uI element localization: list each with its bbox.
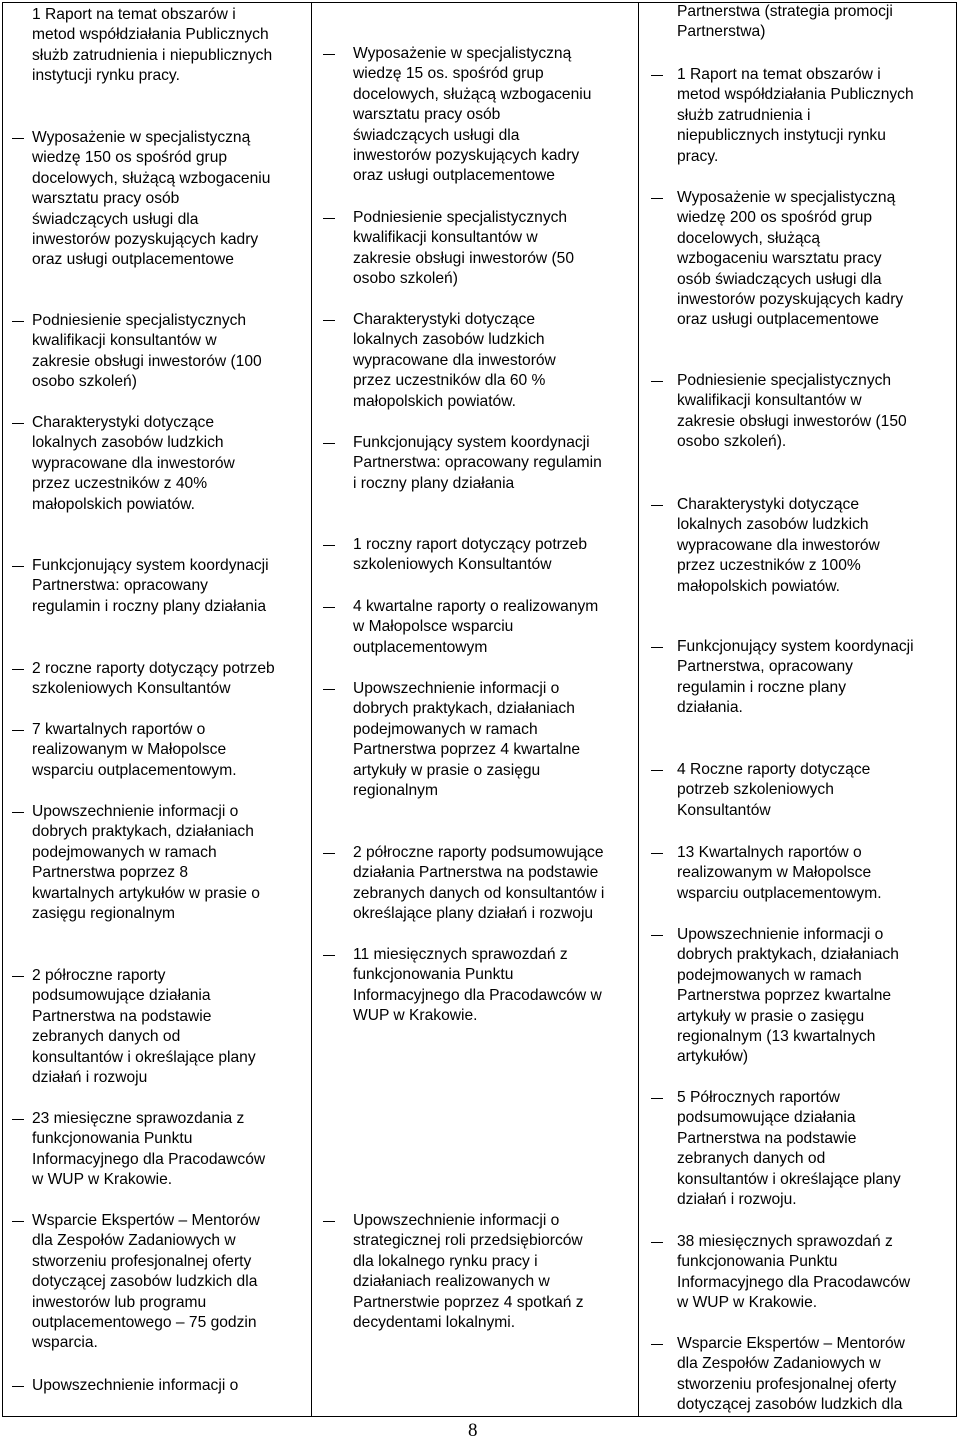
item-text-line: zebranych danych od	[32, 1028, 181, 1046]
item-text-line: instytucji rynku pracy.	[32, 67, 180, 85]
bullet-dash	[323, 853, 335, 854]
item-text-line: docelowych, służącą wzbogaceniu	[353, 85, 592, 103]
list-item	[32, 556, 269, 617]
bullet-dash	[651, 505, 663, 506]
bullet-dash	[651, 1242, 663, 1243]
bullet-dash	[651, 853, 663, 854]
item-text-line: 7 kwartalnych raportów o	[32, 721, 206, 738]
bullet-dash	[651, 381, 663, 382]
bullet-dash	[651, 1098, 663, 1099]
item-text-line: artykułów)	[677, 1048, 749, 1066]
item-text-line: świadczących usługi dla	[353, 126, 520, 144]
item-text-line: podejmowanych w ramach	[353, 720, 538, 738]
bullet-dash	[323, 545, 335, 546]
item-text-line: inwestorów lub programu	[32, 1293, 207, 1311]
item-text-line: inwestorów pozyskujących kadry	[677, 291, 904, 309]
item-text-line: Funkcjonujący system koordynacji	[353, 434, 590, 451]
item-text-line: 4 kwartalne raporty o realizowanym	[353, 598, 599, 615]
item-text-line: dla Zespołów Zadaniowych w	[677, 1355, 881, 1373]
bullet-dash	[651, 647, 663, 648]
item-text-line: Konsultantów	[677, 801, 771, 819]
item-text-line: warsztatu pracy osób	[353, 106, 501, 124]
bullet-dash	[651, 75, 663, 76]
item-text-line: inwestorów pozyskujących kadry	[32, 231, 259, 249]
item-text-line: zakresie obsługi inwestorów (100	[32, 352, 262, 370]
bullet-dash	[323, 320, 335, 321]
item-text-line: inwestorów pozyskujących kadry	[353, 147, 580, 165]
item-text-line: 23 miesięczne sprawozdania z	[32, 1110, 245, 1127]
item-text-line: metod współdziałania Publicznych	[677, 86, 914, 104]
item-text-line: Partnerstwa poprzez 8	[32, 864, 189, 882]
item-text-line: podejmowanych w ramach	[677, 966, 862, 984]
item-text-line: i roczny plany działania	[353, 474, 515, 492]
item-text-line: potrzeb szkoleniowych	[677, 781, 834, 799]
item-text-line: 1 roczny raport dotyczący potrzeb	[353, 536, 588, 553]
item-text-line: Wyposażenie w specjalistyczną	[677, 189, 896, 206]
item-text-line: kwartalnych artykułów w prasie o	[32, 884, 260, 902]
item-text-line: Partnerstwie poprzez 4 spotkań z	[353, 1293, 584, 1311]
item-text-line: 2 roczne raporty dotyczący potrzeb	[32, 660, 275, 677]
list-item	[32, 5, 272, 87]
item-text-line: Upowszechnienie informacji o	[353, 680, 560, 697]
column-divider	[638, 3, 639, 1416]
bullet-dash	[323, 689, 335, 690]
bullet-dash	[323, 1221, 335, 1222]
bullet-dash	[12, 669, 24, 670]
item-text-line: 2 półroczne raporty	[32, 967, 166, 984]
list-item	[353, 535, 587, 576]
item-text-line: wsparcia.	[32, 1334, 98, 1352]
bullet-dash	[651, 198, 663, 199]
item-text-line: stworzeniu profesjonalnej oferty	[32, 1252, 252, 1270]
item-text-line: Charakterystyki dotyczące	[32, 414, 214, 431]
item-text-line: oraz usługi outplacementowe	[677, 311, 879, 329]
item-text-line: regulamin i roczny plany działania	[32, 597, 267, 615]
item-text-line: wiedzę 150 os spośród grup	[32, 149, 228, 167]
item-text-line: stworzeniu profesjonalnej oferty	[677, 1375, 897, 1393]
list-item	[32, 966, 256, 1088]
item-text-line: przez uczestników z 100%	[677, 557, 861, 575]
item-text-line: świadczących usługi dla	[32, 210, 199, 228]
item-text-line: kwalifikacji konsultantów w	[353, 229, 538, 247]
item-text-line: artykuły w prasie o zasięgu	[353, 761, 541, 779]
item-text-line: Wyposażenie w specjalistyczną	[32, 129, 251, 146]
list-item	[32, 802, 260, 924]
list-item	[677, 760, 870, 821]
item-text-line: wsparciu outplacementowym.	[32, 761, 237, 779]
item-text-line: kwalifikacji konsultantów w	[32, 332, 217, 350]
item-text-line: artykuły w prasie o zasięgu	[677, 1007, 865, 1025]
item-text-line: zakresie obsługi inwestorów (50	[353, 249, 575, 267]
item-text-line: podejmowanych w ramach	[32, 843, 217, 861]
item-text-line: oraz usługi outplacementowe	[353, 167, 555, 185]
item-text-line: wiedzę 200 os spośród grup	[677, 209, 873, 227]
item-text-line: regulamin i roczne plany	[677, 678, 847, 696]
list-item	[677, 2, 893, 43]
list-item	[677, 1334, 905, 1416]
page-number: 8	[468, 1420, 478, 1441]
bullet-dash	[12, 976, 24, 977]
list-item	[677, 925, 899, 1068]
item-text-line: Podniesienie specjalistycznych	[32, 312, 247, 329]
list-item	[353, 945, 602, 1027]
item-text-line: małopolskich powiatów.	[32, 495, 195, 513]
list-item	[677, 1232, 910, 1314]
item-text-line: działania Partnerstwa na podstawie	[353, 864, 599, 882]
item-text-line: 38 miesięcznych sprawozdań z	[677, 1233, 893, 1250]
item-text-line: wsparciu outplacementowym.	[677, 884, 882, 902]
item-text-line: konsultantów i określające plany	[677, 1170, 901, 1188]
item-text-line: 1 Raport na temat obszarów i	[32, 6, 236, 23]
bullet-dash	[12, 812, 24, 813]
item-text-line: lokalnych zasobów ludzkich	[32, 434, 224, 452]
list-item	[677, 65, 914, 167]
list-item	[677, 371, 907, 453]
item-text-line: Funkcjonujący system koordynacji	[32, 557, 269, 574]
list-item	[353, 843, 604, 925]
item-text-line: pracy.	[677, 147, 719, 165]
list-item	[32, 1376, 238, 1396]
item-text-line: funkcjonowania Punktu	[353, 966, 514, 984]
item-text-line: działań i rozwoju.	[677, 1191, 797, 1209]
bullet-dash	[651, 935, 663, 936]
item-text-line: funkcjonowania Punktu	[677, 1253, 838, 1271]
item-text-line: małopolskich powiatów.	[677, 577, 840, 595]
item-text-line: zakresie obsługi inwestorów (150	[677, 412, 907, 430]
item-text-line: małopolskich powiatów.	[353, 392, 516, 410]
item-text-line: outplacementowego – 75 godzin	[32, 1314, 257, 1332]
item-text-line: 13 Kwartalnych raportów o	[677, 844, 862, 861]
bullet-dash	[12, 138, 24, 139]
item-text-line: osób świadczących usługi dla	[677, 270, 882, 288]
bullet-dash	[651, 770, 663, 771]
item-text-line: outplacementowym	[353, 638, 488, 656]
item-text-line: służb zatrudnienia i	[677, 106, 811, 124]
item-text-line: 11 miesięcznych sprawozdań z	[353, 946, 568, 963]
list-item	[353, 310, 556, 412]
item-text-line: Partnerstwa na podstawie	[32, 1007, 212, 1025]
item-text-line: dobrych praktykach, działaniach	[677, 946, 899, 964]
list-item	[32, 720, 237, 781]
column-divider	[311, 3, 312, 1416]
item-text-line: działań i rozwoju	[32, 1069, 148, 1087]
item-text-line: dla lokalnego rynku pracy i	[353, 1252, 538, 1270]
item-text-line: 5 Półrocznych raportów	[677, 1089, 840, 1106]
list-item	[32, 659, 275, 700]
item-text-line: Partnerstwa: opracowany regulamin	[353, 454, 602, 472]
bullet-dash	[12, 1221, 24, 1222]
item-text-line: wypracowane dla inwestorów	[353, 351, 556, 369]
bullet-dash	[12, 321, 24, 322]
item-text-line: Informacyjnego dla Pracodawców	[677, 1273, 911, 1291]
list-item	[677, 843, 882, 904]
list-item	[677, 495, 880, 597]
item-text-line: dotyczącej zasobów ludzkich dla	[677, 1396, 903, 1414]
item-text-line: konsultantów i określające plany	[32, 1048, 256, 1066]
item-text-line: metod współdziałania Publicznych	[32, 26, 269, 44]
item-text-line: niepublicznych instytucji rynku	[677, 127, 886, 145]
item-text-line: Charakterystyki dotyczące	[677, 496, 859, 513]
bullet-dash	[323, 607, 335, 608]
item-text-line: szkoleniowych Konsultantów	[32, 680, 231, 698]
item-text-line: Upowszechnienie informacji o	[353, 1212, 560, 1229]
item-text-line: wypracowane dla inwestorów	[677, 536, 880, 554]
item-text-line: dobrych praktykach, działaniach	[353, 700, 575, 718]
item-text-line: oraz usługi outplacementowe	[32, 251, 234, 269]
item-text-line: przez uczestników z 40%	[32, 475, 208, 493]
list-item	[353, 1211, 584, 1333]
list-item	[353, 433, 602, 494]
list-item	[353, 597, 598, 658]
item-text-line: szkoleniowych Konsultantów	[353, 556, 552, 574]
item-text-line: działania.	[677, 699, 743, 717]
item-text-line: funkcjonowania Punktu	[32, 1130, 193, 1148]
item-text-line: Upowszechnienie informacji o	[32, 1377, 239, 1394]
item-text-line: lokalnych zasobów ludzkich	[353, 331, 545, 349]
item-text-line: Partnerstwa, opracowany	[677, 658, 853, 676]
list-item	[677, 637, 914, 719]
item-text-line: 4 Roczne raporty dotyczące	[677, 761, 871, 778]
item-text-line: Podniesienie specjalistycznych	[353, 209, 568, 226]
item-text-line: 1 Raport na temat obszarów i	[677, 66, 881, 83]
item-text-line: w Małopolsce wsparciu	[353, 618, 514, 636]
item-text-line: Wsparcie Ekspertów – Mentorów	[677, 1335, 905, 1352]
item-text-line: zebranych danych od	[677, 1150, 826, 1168]
item-text-line: osobo szkoleń).	[677, 433, 787, 451]
item-text-line: regionalnym	[353, 782, 438, 800]
list-item	[32, 1109, 265, 1191]
item-text-line: Partnerstwa)	[677, 23, 766, 41]
list-item	[32, 311, 262, 393]
item-text-line: dobrych praktykach, działaniach	[32, 823, 254, 841]
item-text-line: lokalnych zasobów ludzkich	[677, 516, 869, 534]
item-text-line: Informacyjnego dla Pracodawców w	[353, 986, 602, 1004]
item-text-line: Partnerstwa poprzez kwartalne	[677, 987, 892, 1005]
item-text-line: zasięgu regionalnym	[32, 905, 176, 923]
item-text-line: Partnerstwa: opracowany	[32, 577, 208, 595]
item-text-line: podsumowujące działania	[32, 987, 211, 1005]
bullet-dash	[323, 218, 335, 219]
item-text-line: regionalnym (13 kwartalnych	[677, 1028, 876, 1046]
bullet-dash	[12, 1386, 24, 1387]
item-text-line: realizowanym w Małopolsce	[32, 741, 227, 759]
item-text-line: określające plany działań i rozwoju	[353, 905, 594, 923]
list-item	[32, 1211, 260, 1354]
item-text-line: Partnerstwa poprzez 4 kwartalne	[353, 741, 581, 759]
item-text-line: wzbogaceniu warsztatu pracy	[677, 250, 882, 268]
item-text-line: osobo szkoleń)	[32, 373, 137, 391]
item-text-line: Informacyjnego dla Pracodawców	[32, 1150, 266, 1168]
bullet-dash	[323, 955, 335, 956]
bullet-dash	[12, 730, 24, 731]
item-text-line: działaniach realizowanych w	[353, 1273, 550, 1291]
item-text-line: przez uczestników dla 60 %	[353, 372, 546, 390]
item-text-line: 2 półroczne raporty podsumowujące	[353, 844, 604, 861]
item-text-line: Charakterystyki dotyczące	[353, 311, 535, 328]
list-item	[353, 679, 580, 801]
item-text-line: wiedzę 15 os. spośród grup	[353, 65, 544, 83]
bullet-dash	[323, 443, 335, 444]
item-text-line: realizowanym w Małopolsce	[677, 864, 872, 882]
item-text-line: warsztatu pracy osób	[32, 190, 180, 208]
item-text-line: zebranych danych od konsultantów i	[353, 884, 605, 902]
item-text-line: Partnerstwa (strategia promocji	[677, 3, 893, 20]
item-text-line: Funkcjonujący system koordynacji	[677, 638, 914, 655]
list-item	[353, 44, 591, 187]
item-text-line: WUP w Krakowie.	[353, 1007, 478, 1025]
bullet-dash	[323, 54, 335, 55]
bullet-dash	[12, 1119, 24, 1120]
item-text-line: w WUP w Krakowie.	[32, 1171, 173, 1189]
item-text-line: strategicznej roli przedsiębiorców	[353, 1232, 583, 1250]
item-text-line: Upowszechnienie informacji o	[32, 803, 239, 820]
list-item	[353, 208, 574, 290]
item-text-line: dotyczącej zasobów ludzkich dla	[32, 1273, 258, 1291]
item-text-line: Podniesienie specjalistycznych	[677, 372, 892, 389]
item-text-line: docelowych, służącą	[677, 229, 821, 247]
item-text-line: podsumowujące działania	[677, 1109, 856, 1127]
item-text-line: kwalifikacji konsultantów w	[677, 392, 862, 410]
list-item	[32, 413, 235, 515]
item-text-line: decydentami lokalnymi.	[353, 1314, 516, 1332]
item-text-line: dla Zespołów Zadaniowych w	[32, 1232, 236, 1250]
item-text-line: Partnerstwa na podstawie	[677, 1129, 857, 1147]
item-text-line: docelowych, służącą wzbogaceniu	[32, 169, 271, 187]
item-text-line: osobo szkoleń)	[353, 270, 458, 288]
bullet-dash	[12, 423, 24, 424]
bullet-dash	[12, 566, 24, 567]
item-text-line: służb zatrudnienia i niepublicznych	[32, 46, 273, 64]
item-text-line: Wyposażenie w specjalistyczną	[353, 45, 572, 62]
list-item	[677, 188, 903, 331]
list-item	[677, 1088, 901, 1210]
list-item	[32, 128, 270, 271]
item-text-line: wypracowane dla inwestorów	[32, 454, 235, 472]
item-text-line: w WUP w Krakowie.	[677, 1294, 818, 1312]
bullet-dash	[651, 1344, 663, 1345]
item-text-line: Wsparcie Ekspertów – Mentorów	[32, 1212, 260, 1229]
item-text-line: Upowszechnienie informacji o	[677, 926, 884, 943]
